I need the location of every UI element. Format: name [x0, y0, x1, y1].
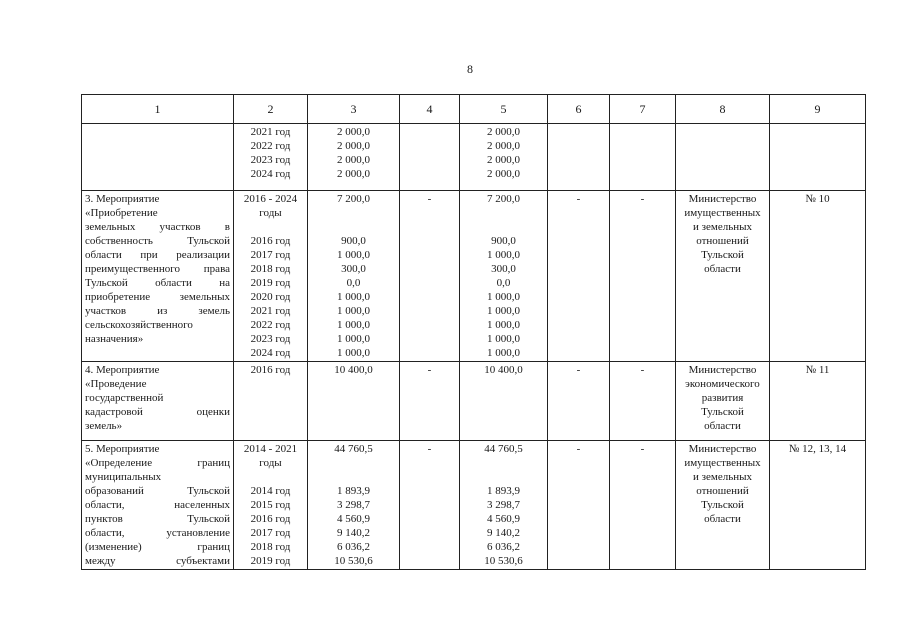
amount: 6 036,2 — [487, 541, 520, 553]
executor-line: отношений — [696, 235, 749, 247]
name-line: образований Тульской — [85, 485, 230, 497]
table-row-measure-5 — [82, 441, 866, 570]
cell-col6 — [548, 124, 610, 191]
amount: 6 036,2 — [337, 541, 370, 553]
amount: 1 000,0 — [337, 333, 370, 345]
cell-years: 2016 год — [234, 362, 308, 441]
period-suffix: годы — [259, 457, 282, 469]
executor-line: области — [704, 420, 741, 432]
amount: 2 000,0 — [487, 126, 520, 138]
executor-line: Тульской — [701, 406, 744, 418]
year-label: 2021 год — [250, 126, 291, 138]
name-line: пунктов Тульской — [85, 513, 230, 525]
year-label: 2018 год — [250, 541, 291, 553]
year-label: 2021 год — [250, 305, 291, 317]
total: 7 200,0 — [487, 193, 520, 205]
amount: 300,0 — [491, 263, 516, 275]
name-line: области, установление — [85, 527, 230, 539]
amount: 10 530,6 — [484, 555, 523, 567]
executor-line: Министерство — [688, 364, 757, 376]
header-cell: 6 — [548, 95, 610, 124]
cell-years — [234, 441, 308, 570]
year-label: 2023 год — [250, 154, 291, 166]
total: 44 760,5 — [334, 443, 373, 455]
header-cell: 2 — [234, 95, 308, 124]
name-line: назначения» — [85, 333, 144, 345]
cell-col7 — [610, 124, 676, 191]
year-label: 2018 год — [250, 263, 291, 275]
page-number: 8 — [467, 62, 473, 76]
total: 7 200,0 — [337, 193, 370, 205]
amount: 2 000,0 — [487, 140, 520, 152]
cell-amounts-regional: 10 400,0 — [460, 362, 548, 441]
amount: 1 000,0 — [487, 319, 520, 331]
table-row-measure-4 — [82, 362, 866, 441]
executor-line: Министерство — [688, 443, 757, 455]
amount: 0,0 — [496, 277, 511, 289]
cell-col6: - — [548, 362, 610, 441]
amount: 1 000,0 — [487, 347, 520, 359]
cell-ref: № 12, 13, 14 — [770, 441, 866, 570]
amount: 1 000,0 — [487, 305, 520, 317]
cell-col7: - — [610, 362, 676, 441]
amount: 2 000,0 — [337, 126, 370, 138]
name-line: «Проведение — [85, 378, 147, 390]
executor-line: имущественных — [684, 457, 761, 469]
name-line: участков из земель — [85, 305, 230, 317]
amount: 0,0 — [346, 277, 361, 289]
cell-years — [234, 124, 308, 191]
header-cell: 3 — [308, 95, 400, 124]
header-cell: 1 — [82, 95, 234, 124]
period: 2016 - 2024 — [243, 193, 298, 205]
year-label: 2022 год — [250, 319, 291, 331]
amount: 300,0 — [341, 263, 366, 275]
amount: 1 893,9 — [487, 485, 520, 497]
name-line: преимущественного права — [85, 263, 230, 275]
name-line: 4. Мероприятие — [85, 364, 160, 376]
cell-amounts — [308, 124, 400, 191]
year-label: 2017 год — [250, 249, 291, 261]
amount: 2 000,0 — [337, 140, 370, 152]
cell-name — [82, 362, 234, 441]
year-label: 2019 год — [250, 555, 291, 567]
amount: 9 140,2 — [487, 527, 520, 539]
year-label: 2016 год — [250, 513, 291, 525]
amount: 1 000,0 — [337, 305, 370, 317]
cell-col7: - — [610, 441, 676, 570]
name-line: между субъектами — [85, 555, 230, 567]
amount: 1 000,0 — [337, 319, 370, 331]
cell-years — [234, 191, 308, 362]
cell-amounts-regional — [460, 441, 548, 570]
cell-col4 — [400, 124, 460, 191]
executor-line: Тульской — [701, 499, 744, 511]
period-suffix: годы — [259, 207, 282, 219]
executor-line: Министерство — [688, 193, 757, 205]
cell-executor — [676, 362, 770, 441]
year-label: 2016 год — [250, 235, 291, 247]
year-label: 2014 год — [250, 485, 291, 497]
name-line: государственной — [85, 392, 164, 404]
amount: 2 000,0 — [487, 168, 520, 180]
cell-executor — [676, 441, 770, 570]
amount: 9 140,2 — [337, 527, 370, 539]
amount: 2 000,0 — [487, 154, 520, 166]
name-line: «Определение границ — [85, 457, 230, 469]
executor-line: и земельных — [693, 221, 752, 233]
amount: 2 000,0 — [337, 154, 370, 166]
cell-col7: - — [610, 191, 676, 362]
name-line: земель» — [85, 420, 123, 432]
program-table — [81, 94, 866, 570]
table-row-measure-3 — [82, 191, 866, 362]
amount: 900,0 — [341, 235, 366, 247]
period: 2014 - 2021 — [243, 443, 298, 455]
name-line: приобретение земельных — [85, 291, 230, 303]
name-line: области, населенных — [85, 499, 230, 511]
name-line: земельных участков в — [85, 221, 230, 233]
year-label: 2024 год — [250, 168, 291, 180]
amount: 1 000,0 — [337, 291, 370, 303]
amount: 3 298,7 — [487, 499, 520, 511]
cell-ref — [770, 124, 866, 191]
header-cell: 9 — [770, 95, 866, 124]
executor-line: области — [704, 513, 741, 525]
executor-line: области — [704, 263, 741, 275]
name-line: «Приобретение — [85, 207, 158, 219]
year-label: 2024 год — [250, 347, 291, 359]
header-row — [82, 95, 866, 124]
header-cell: 7 — [610, 95, 676, 124]
name-line: кадастровой оценки — [85, 406, 230, 418]
cell-ref: № 10 — [770, 191, 866, 362]
year-label: 2023 год — [250, 333, 291, 345]
header-cell: 8 — [676, 95, 770, 124]
cell-amounts-regional — [460, 191, 548, 362]
name-line: 5. Мероприятие — [85, 443, 160, 455]
cell-executor — [676, 191, 770, 362]
amount: 1 000,0 — [337, 249, 370, 261]
name-line: 3. Мероприятие — [85, 193, 160, 205]
executor-line: отношений — [696, 485, 749, 497]
total: 44 760,5 — [484, 443, 523, 455]
year-label: 2015 год — [250, 499, 291, 511]
executor-line: имущественных — [684, 207, 761, 219]
cell-amounts-regional — [460, 124, 548, 191]
cell-name — [82, 441, 234, 570]
amount: 3 298,7 — [337, 499, 370, 511]
year-label: 2019 год — [250, 277, 291, 289]
executor-line: развития — [701, 392, 744, 404]
amount: 1 000,0 — [487, 291, 520, 303]
amount: 1 893,9 — [337, 485, 370, 497]
amount: 1 000,0 — [487, 333, 520, 345]
cell-name — [82, 124, 234, 191]
cell-amounts: 10 400,0 — [308, 362, 400, 441]
name-line: (изменение) границ — [85, 541, 230, 553]
executor-line: Тульской — [701, 249, 744, 261]
year-label: 2017 год — [250, 527, 291, 539]
cell-col4: - — [400, 362, 460, 441]
cell-col6: - — [548, 191, 610, 362]
name-line: области при реализации — [85, 249, 230, 261]
cell-col6: - — [548, 441, 610, 570]
cell-amounts — [308, 441, 400, 570]
name-line: Тульской области на — [85, 277, 230, 289]
amount: 900,0 — [491, 235, 516, 247]
amount: 10 530,6 — [334, 555, 373, 567]
year-label: 2022 год — [250, 140, 291, 152]
table-row-continuation — [82, 124, 866, 191]
amount: 4 560,9 — [487, 513, 520, 525]
name-line: муниципальных — [85, 471, 162, 483]
cell-col4: - — [400, 441, 460, 570]
cell-ref: № 11 — [770, 362, 866, 441]
cell-col4: - — [400, 191, 460, 362]
amount: 1 000,0 — [337, 347, 370, 359]
name-line: сельскохозяйственного — [85, 319, 193, 331]
year-label: 2020 год — [250, 291, 291, 303]
cell-name — [82, 191, 234, 362]
header-cell: 4 — [400, 95, 460, 124]
executor-line: и земельных — [693, 471, 752, 483]
cell-amounts — [308, 191, 400, 362]
amount: 4 560,9 — [337, 513, 370, 525]
amount: 2 000,0 — [337, 168, 370, 180]
cell-executor — [676, 124, 770, 191]
amount: 1 000,0 — [487, 249, 520, 261]
name-line: собственность Тульской — [85, 235, 230, 247]
executor-line: экономического — [685, 378, 760, 390]
header-cell: 5 — [460, 95, 548, 124]
